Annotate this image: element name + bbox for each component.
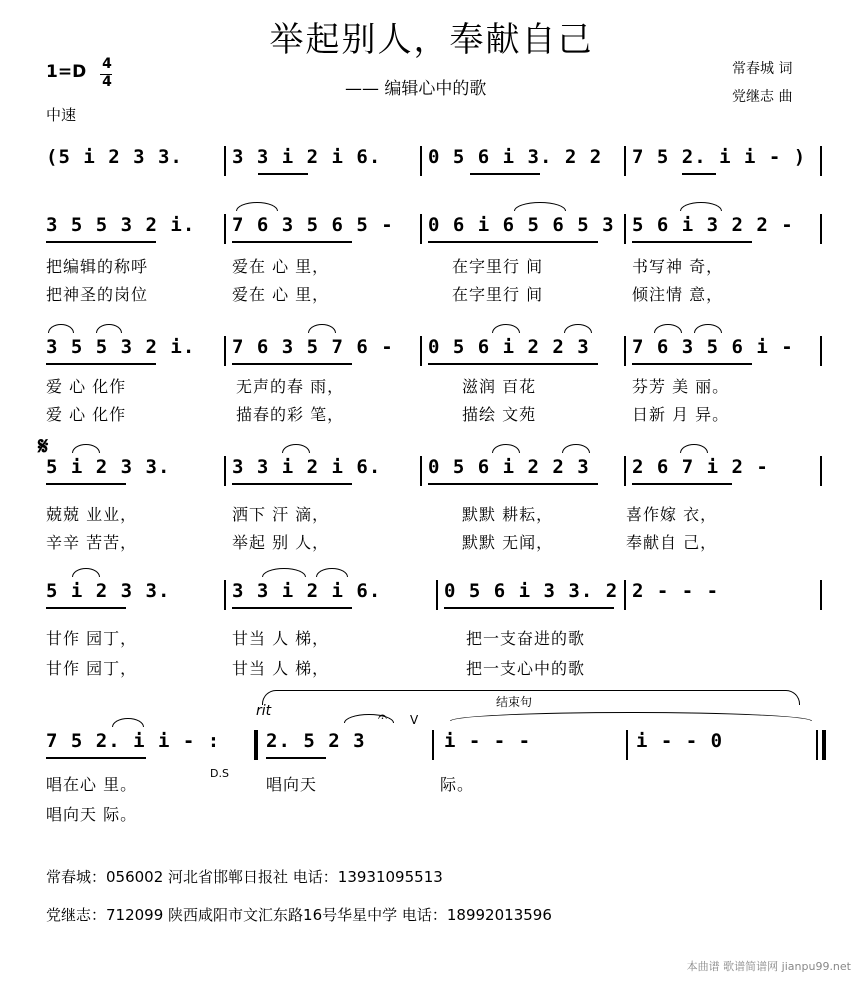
breath-mark: V (410, 713, 419, 727)
bar-24: i - - 0 (636, 730, 724, 752)
slur (282, 444, 310, 453)
lyric: 滋润 百花 (462, 377, 537, 396)
tempo-marking: 中速 (46, 106, 77, 124)
beam (682, 173, 716, 175)
barline (432, 730, 434, 760)
tie (450, 712, 812, 721)
lyric: 在字里行 间 (452, 285, 544, 304)
lyric: 爱 心 化作 (46, 377, 127, 396)
lyric: 兢兢 业业， (46, 505, 138, 524)
barline (820, 456, 822, 486)
barline (624, 214, 626, 244)
bar-6: 7 6 3 5 6 5 - (232, 214, 394, 236)
lyric: 爱 心 化作 (46, 405, 127, 424)
bar-10: 7 6 3 5 7 6 - (232, 336, 394, 358)
lyric: 爱在 心 里， (232, 285, 330, 304)
barline (624, 456, 626, 486)
bar-13: 5 i 2 3 3. (46, 456, 171, 478)
barline (420, 146, 422, 176)
lyric: 唱向天 (266, 775, 318, 794)
lyric: 默默 无闻， (462, 533, 554, 552)
barline (224, 456, 226, 486)
barline (624, 146, 626, 176)
lyrics-row-4-verse-2 (0, 530, 863, 552)
lyric: 甘作 园丁， (46, 629, 138, 648)
lyric: 甘作 园丁， (46, 659, 138, 678)
beam (632, 483, 732, 485)
slur (562, 444, 590, 453)
bar-16: 2 6 7 i 2 - (632, 456, 769, 478)
contact-lyricist: 常春城：056002 河北省邯郸日报社 电话：13931095513 (46, 868, 443, 886)
bar-2: 3 3 i 2 i 6. (232, 146, 382, 168)
lyrics-row-5-verse-2 (0, 656, 863, 678)
barline (820, 146, 822, 176)
barline (436, 580, 438, 610)
lyrics-row-2-verse-2 (0, 282, 863, 304)
slur (72, 444, 100, 453)
slur (112, 718, 144, 727)
lyric: 描春的彩 笔， (236, 405, 345, 424)
slur (654, 324, 682, 333)
slur (680, 444, 708, 453)
bar-4: 7 5 2. i i - ) (632, 146, 807, 168)
lyric: 爱在 心 里， (232, 257, 330, 276)
beam (46, 363, 156, 365)
lyric: 日新 月 异。 (632, 405, 730, 424)
barline (820, 214, 822, 244)
bar-9: 3 5 5 3 2 i. (46, 336, 196, 358)
slur (72, 568, 100, 577)
barline (420, 214, 422, 244)
bar-3: 0 5 6 i 3. 2 2 (428, 146, 603, 168)
beam (232, 241, 352, 243)
lyric: 辛辛 苦苦， (46, 533, 138, 552)
lyrics-row-2-verse-1 (0, 254, 863, 276)
slur (316, 568, 348, 577)
music-row-5 (0, 580, 863, 620)
composer-credit: 党继志 曲 (732, 89, 793, 105)
bar-1: (5 i 2 3 3. (46, 146, 183, 168)
dal-segno-mark: D.S (210, 767, 229, 780)
lyrics-row-4-verse-1 (0, 502, 863, 524)
lyric: 甘当 人 梯， (232, 629, 330, 648)
lyric: 书写神 奇， (632, 257, 724, 276)
beam (428, 241, 598, 243)
beam (232, 483, 352, 485)
slur (680, 202, 722, 211)
bar-20: 2 - - - (632, 580, 720, 602)
lyrics-row-3-verse-2 (0, 402, 863, 424)
lyric: 洒下 汗 滴， (232, 505, 330, 524)
beam (632, 363, 752, 365)
beam (632, 241, 752, 243)
lyric: 在字里行 间 (452, 257, 544, 276)
lyric: 把神圣的岗位 (46, 285, 149, 304)
bar-15: 0 5 6 i 2 2 3 (428, 456, 590, 478)
music-row-6 (0, 730, 863, 770)
barline (420, 456, 422, 486)
lyric: 默默 耕耘， (462, 505, 554, 524)
ending-label: 结束句 (496, 695, 533, 709)
lyric: 描绘 文苑 (462, 405, 537, 424)
lyric: 芬芳 美 丽。 (632, 377, 730, 396)
lyric: 喜作嫁 衣， (626, 505, 718, 524)
time-signature-numerator: 4 (102, 56, 112, 72)
music-row-3 (0, 336, 863, 376)
lyricist-credit: 常春城 词 (732, 61, 793, 77)
music-row-4 (0, 456, 863, 496)
lyric: 无声的春 雨， (236, 377, 345, 396)
music-row-2 (0, 214, 863, 254)
bar-17: 5 i 2 3 3. (46, 580, 171, 602)
contact-composer: 党继志：712099 陕西咸阳市文汇东路16号华星中学 电话：18992013596 (46, 906, 552, 924)
lyric: 把编辑的称呼 (46, 257, 149, 276)
lyrics-row-3-verse-1 (0, 374, 863, 396)
key-signature: 1=D (46, 62, 87, 82)
barline (224, 214, 226, 244)
bar-22: 2. 5 2 3 (266, 730, 366, 752)
beam (258, 173, 308, 175)
bar-8: 5 6 i 3 2 2 - (632, 214, 794, 236)
beam (232, 363, 352, 365)
beam (266, 757, 326, 759)
lyric: 倾注情 意， (632, 285, 724, 304)
beam (46, 757, 146, 759)
bar-21: 7 5 2. i i - : (46, 730, 221, 752)
beam (46, 483, 126, 485)
slur (96, 324, 122, 333)
barline (626, 730, 628, 760)
lyrics-row-5-verse-1 (0, 626, 863, 648)
beam (428, 363, 598, 365)
barline (224, 580, 226, 610)
ritardando-mark: rit (256, 703, 272, 719)
beam (46, 241, 156, 243)
lyric: 把一支奋进的歌 (466, 629, 586, 648)
slur (262, 568, 306, 577)
bar-11: 0 5 6 i 2 2 3 (428, 336, 590, 358)
song-title: 举起别人，奉献自己 (269, 20, 594, 60)
slur (308, 324, 336, 333)
bar-19: 0 5 6 i 3 3. 2 (444, 580, 619, 602)
final-barline (822, 730, 826, 760)
slur (236, 202, 278, 211)
slur (492, 324, 520, 333)
slur (492, 444, 520, 453)
lyrics-row-6-verse-2 (0, 802, 863, 824)
barline (820, 580, 822, 610)
lyric: 甘当 人 梯， (232, 659, 330, 678)
slur (564, 324, 592, 333)
barline (816, 730, 818, 760)
beam (428, 483, 598, 485)
bar-14: 3 3 i 2 i 6. (232, 456, 382, 478)
lyric: 奉献自 己， (626, 533, 718, 552)
barline (624, 336, 626, 366)
lyric: 唱向天 际。 (46, 805, 138, 824)
time-signature-denominator: 4 (102, 74, 112, 90)
watermark: 本曲谱 歌谱简谱网 jianpu99.net (686, 960, 851, 973)
bar-7: 0 6 i 6 5 6 5 3 (428, 214, 615, 236)
bar-23: i - - - (444, 730, 532, 752)
barline (224, 336, 226, 366)
lyric: 际。 (440, 775, 475, 794)
barline (224, 146, 226, 176)
repeat-barline (254, 730, 258, 760)
slur (694, 324, 722, 333)
barline (420, 336, 422, 366)
slur (48, 324, 74, 333)
barline (820, 336, 822, 366)
beam (232, 607, 352, 609)
music-row-1 (0, 146, 863, 186)
lyric: 举起 别 人， (232, 533, 330, 552)
bar-12: 7 6 3 5 6 i - (632, 336, 794, 358)
beam (444, 607, 614, 609)
fermata-mark: 𝄐 (378, 707, 387, 726)
beam (46, 607, 126, 609)
bar-5: 3 5 5 3 2 i. (46, 214, 196, 236)
song-subtitle: —— 编辑心中的歌 (345, 79, 487, 99)
slur (514, 202, 566, 211)
bar-18: 3 3 i 2 i 6. (232, 580, 382, 602)
barline (624, 580, 626, 610)
lyric: 唱在心 里。 (46, 775, 138, 794)
segno-sign: 𝄋 (38, 432, 49, 460)
lyric: 把一支心中的歌 (466, 659, 586, 678)
lyrics-row-6-verse-1 (0, 772, 863, 794)
beam (470, 173, 540, 175)
